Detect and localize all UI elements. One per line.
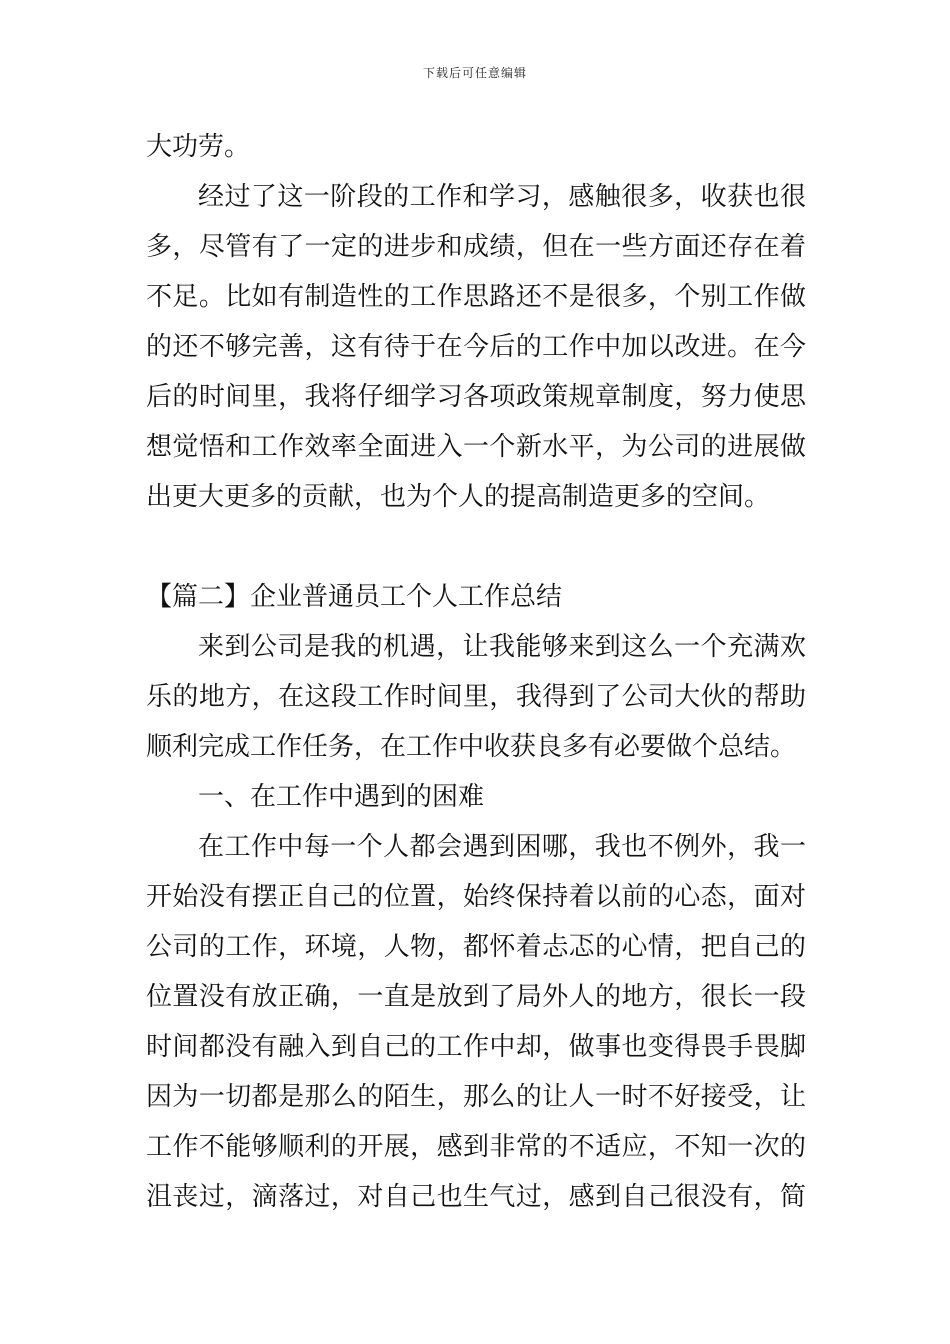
paragraph-line: 位置没有放正确，一直是放到了局外人的地方，很长一段 — [146, 982, 806, 1012]
paragraph-line: 多，尽管有了一定的进步和成绩，但在一些方面还存在着 — [146, 232, 806, 262]
paragraph-line: 来到公司是我的机遇，让我能够来到这么一个充满欢 — [198, 632, 806, 662]
spacer — [146, 522, 806, 572]
paragraph-line: 大功劳。 — [146, 132, 251, 162]
paragraph-line: 工作不能够顺利的开展，感到非常的不适应，不知一次的 — [146, 1132, 806, 1162]
paragraph-line: 不足。比如有制造性的工作思路还不是很多，个别工作做 — [146, 282, 806, 312]
paragraph-line: 的还不够完善，这有待于在今后的工作中加以改进。在今 — [146, 332, 806, 362]
paragraph-line: 公司的工作，环境，人物，都怀着忐忑的心情，把自己的 — [146, 932, 806, 962]
section-title: 【篇二】企业普通员工个人工作总结 — [146, 582, 563, 612]
paragraph-line: 开始没有摆正自己的位置，始终保持着以前的心态，面对 — [146, 882, 806, 912]
paragraph-line: 因为一切都是那么的陌生，那么的让人一时不好接受，让 — [146, 1082, 806, 1112]
document-body — [146, 122, 806, 1222]
paragraph-line: 出更大更多的贡献，也为个人的提高制造更多的空间。 — [146, 482, 771, 512]
paragraph-line: 想觉悟和工作效率全面进入一个新水平，为公司的进展做 — [146, 432, 806, 462]
paragraph-line: 沮丧过，滴落过，对自己也生气过，感到自己很没有，简 — [146, 1182, 806, 1212]
subheading: 一、在工作中遇到的困难 — [198, 782, 485, 812]
page-header: 下载后可任意编辑 — [422, 66, 527, 80]
paragraph-line: 后的时间里，我将仔细学习各项政策规章制度，努力使思 — [146, 382, 806, 412]
paragraph-line: 经过了这一阶段的工作和学习，感触很多，收获也很 — [198, 182, 806, 212]
paragraph-line: 在工作中每一个人都会遇到困哪，我也不例外，我一 — [198, 832, 806, 862]
paragraph-line: 乐的地方，在这段工作时间里，我得到了公司大伙的帮助 — [146, 682, 806, 712]
paragraph-line: 顺利完成工作任务，在工作中收获良多有必要做个总结。 — [146, 732, 797, 762]
paragraph-line: 时间都没有融入到自己的工作中却，做事也变得畏手畏脚 — [146, 1032, 806, 1062]
